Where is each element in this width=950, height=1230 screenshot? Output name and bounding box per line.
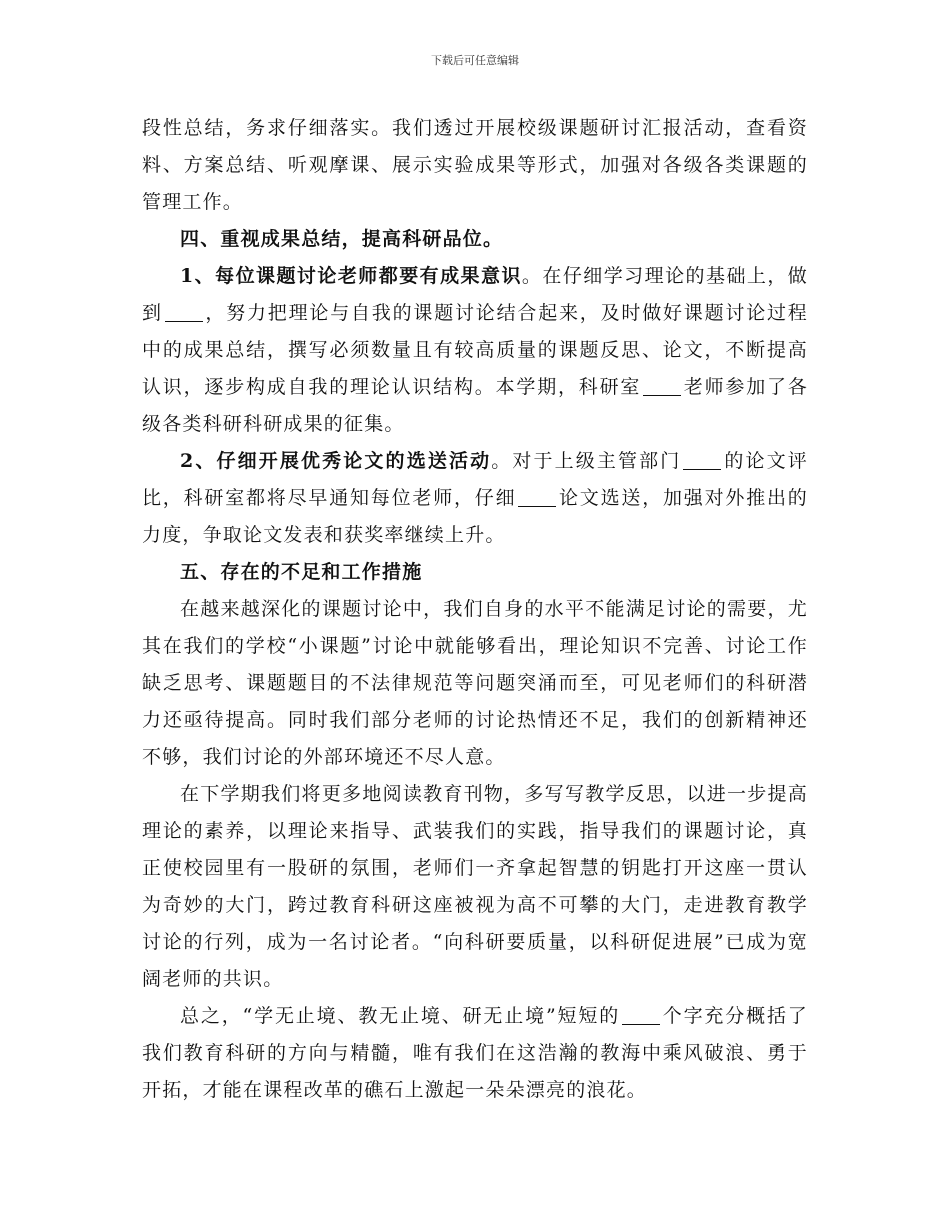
paragraph-text: 。在仔细学习理论的基础上，做到 [142,265,808,324]
blank-line [643,377,681,396]
paragraph-text: ，努力把理论与自我的课题讨论结合起来，及时做好课题讨论过程中的成果总结，撰写必须数量且有较高质量的课题反思、论文，不断提高认识，逐步构成自我的理论认识结构。本学期，科研室 [142,302,808,398]
paragraph: 段性总结，务求仔细落实。我们透过开展校级课题研讨汇报活动，查看资料、方案总结、听观摩课、展示实验成果等形式，加强对各级各类课题的管理工作。 [142,117,808,213]
paragraph [142,443,808,554]
page-header: 下载后可任意编辑 [431,54,519,67]
paragraph-text: 老师参加了各级各类科研科研成果的征集。 [142,376,809,435]
paragraph-text: 的论文评比，科研室都将尽早通知每位老师，仔细 [142,450,808,509]
paragraph-lead: 2、仔细开展优秀论文的选送活动 [180,450,492,472]
section-heading: 四、重视成果总结，提高科研品位。 [180,228,504,250]
paragraph-text: 总之，“学无止境、教无止境、研无止境”短短的 [180,1005,621,1027]
paragraph-text: 。对于上级主管部门 [491,450,682,472]
blank-line [683,451,721,470]
document-body [142,110,808,1109]
blank-line [518,488,556,507]
paragraph [142,998,808,1109]
paragraph-text: 论文选送，加强对外推出的力度，争取论文发表和获奖率继续上升。 [142,487,809,546]
paragraph-text: 个字充分概括了我们教育科研的方向与精髓，唯有我们在这浩瀚的教海中乘风破浪、勇于开拓，才能在课程改革的礁石上激起一朵朵漂亮的浪花。 [142,1005,809,1101]
section-heading: 五、存在的不足和工作措施 [180,561,423,583]
paragraph-lead: 1、每位课题讨论老师都要有成果意识 [180,265,522,287]
blank-line [165,303,203,322]
paragraph [142,258,808,443]
blank-line [622,1006,660,1025]
paragraph: 在越来越深化的课题讨论中，我们自身的水平不能满足讨论的需要，尤其在我们的学校“小课题”讨论中就能够看出，理论知识不完善、讨论工作缺乏思考、课题题目的不法律规范等问题突涌而至，可见老师们的科研潜力还亟待提高。同时我们部分老师的讨论热情还不足，我们的创新精神还不够，我们讨论的外部环境还不尽人意。 [142,598,808,768]
paragraph: 在下学期我们将更多地阅读教育刊物，多写写教学反思，以进一步提高理论的素养，以理论来指导、武装我们的实践，指导我们的课题讨论，真正使校园里有一股研的氛围，老师们一齐拿起智慧的钥匙打开这座一贯认为奇妙的大门，跨过教育科研这座被视为高不可攀的大门，走进教育教学讨论的行列，成为一名讨论者。“向科研要质量，以科研促进展”已成为宽阔老师的共识。 [142,783,808,990]
